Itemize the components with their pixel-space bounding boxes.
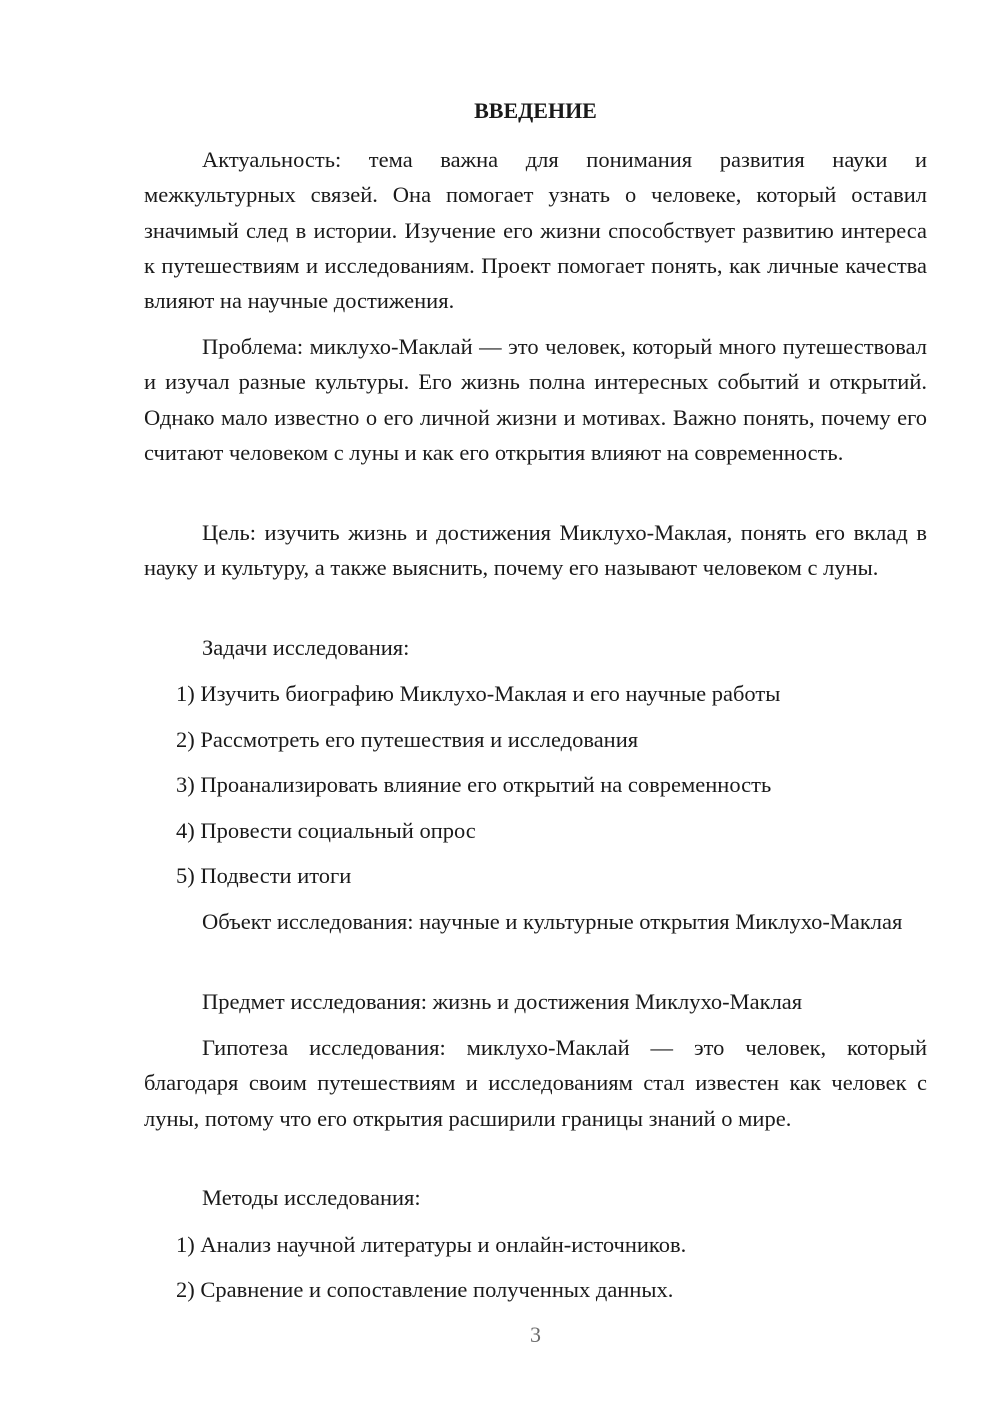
tasks-heading: Задачи исследования:	[202, 635, 410, 660]
problem-paragraph: Проблема: миклухо-Маклай — это человек, который много путешествовал и изучал разные культуры. Его жизнь полна интересных событий и открытий. Однако мало известно о его личной жизни и мотивах. Важно понять, почему его считают человеком с луны и как его открытия влияют на современность.	[144, 334, 927, 465]
method-item: 2) Сравнение и сопоставление полученных данных.	[176, 1277, 674, 1302]
object-paragraph: Объект исследования: научные и культурные открытия Миклухо-Маклая	[202, 909, 903, 934]
methods-heading: Методы исследования:	[202, 1185, 421, 1210]
page-number: 3	[530, 1322, 541, 1347]
goal-paragraph: Цель: изучить жизнь и достижения Миклухо-Маклая, понять его вклад в науку и культуру, а также выяснить, почему его называют человеком с луны.	[144, 520, 927, 581]
subject-paragraph: Предмет исследования: жизнь и достижения Миклухо-Маклая	[202, 989, 803, 1014]
section-title: ВВЕДЕНИЕ	[474, 98, 597, 123]
document-page	[144, 0, 927, 1414]
task-item: 4) Провести социальный опрос	[176, 818, 476, 843]
hypothesis-paragraph: Гипотеза исследования: миклухо-Маклай — это человек, который благодаря своим путешествиям и исследованиям стал известен как человек с луны, потому что его открытия расширили границы знаний о мире.	[144, 1035, 927, 1131]
task-item: 5) Подвести итоги	[176, 863, 352, 888]
task-item: 3) Проанализировать влияние его открытий на современность	[176, 772, 772, 797]
task-item: 1) Изучить биографию Миклухо-Маклая и его научные работы	[176, 681, 781, 706]
task-item: 2) Рассмотреть его путешествия и исследования	[176, 727, 639, 752]
relevance-paragraph: Актуальность: тема важна для понимания развития науки и межкультурных связей. Она помогает узнать о человеке, который оставил значимый след в истории. Изучение его жизни способствует развитию интереса к путешествиям и исследованиям. Проект помогает понять, как личные качества влияют на научные достижения.	[144, 147, 927, 314]
method-item: 1) Анализ научной литературы и онлайн-источников.	[176, 1232, 687, 1257]
